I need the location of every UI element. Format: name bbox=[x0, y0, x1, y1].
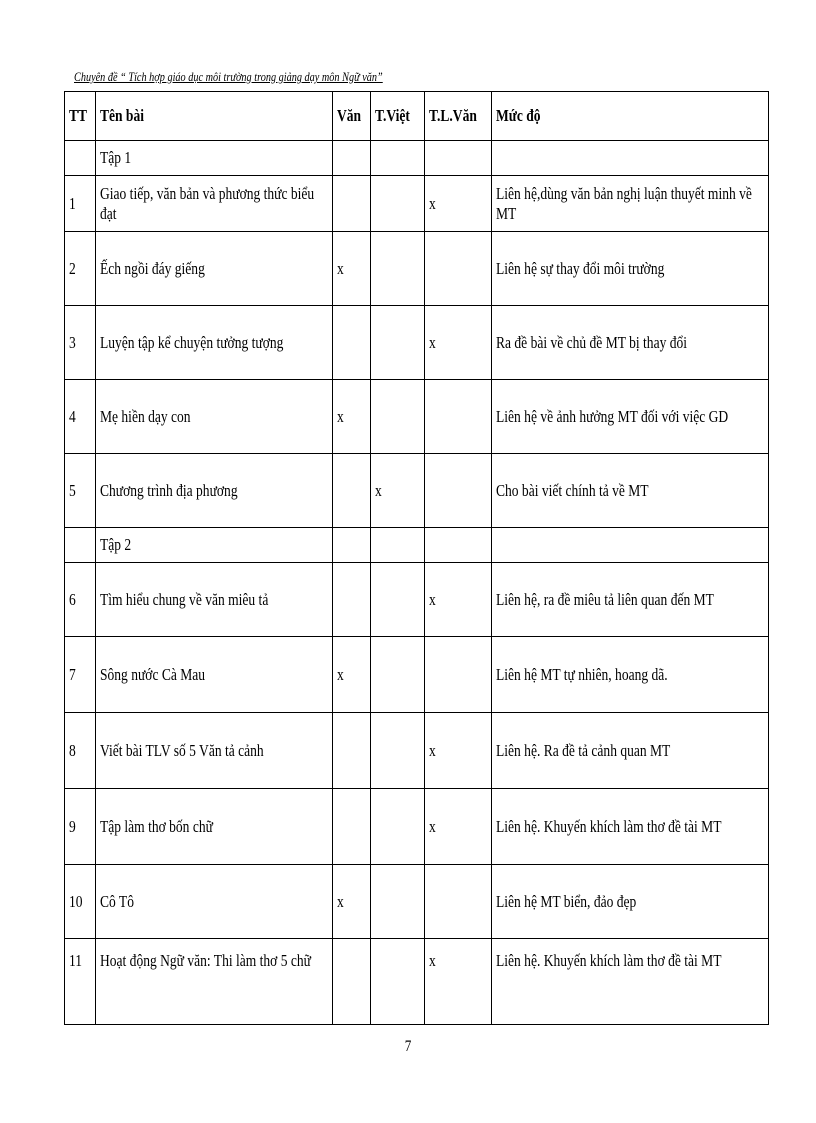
header-tlvan: T.L.Văn bbox=[425, 92, 492, 141]
header-van: Văn bbox=[333, 92, 371, 141]
header-muc-do: Mức độ bbox=[492, 92, 769, 141]
table-row: 3 Luyện tập kể chuyện tưởng tượng x Ra đề bài về chủ đề MT bị thay đổi bbox=[65, 306, 769, 380]
header-tviet: T.Việt bbox=[371, 92, 425, 141]
section-row-tap1 bbox=[65, 141, 769, 176]
table-row: 11 Hoạt động Ngữ văn: Thi làm thơ 5 chữ x Liên hệ. Khuyến khích làm thơ đề tài MT bbox=[65, 939, 769, 1025]
table-row: 1 Giao tiếp, văn bản và phương thức biểu đạt x Liên hệ,dùng văn bản nghị luận thuyết minh về MT bbox=[65, 176, 769, 232]
table-header-row bbox=[65, 92, 769, 141]
table-row: 7 Sông nước Cà Mau x Liên hệ MT tự nhiên, hoang dã. bbox=[65, 637, 769, 713]
document-header-note: Chuyên đề “ Tích hợp giáo dục môi trường trong giảng dạy môn Ngữ văn” bbox=[74, 70, 383, 84]
table-row: 9 Tập làm thơ bốn chữ x Liên hệ. Khuyến khích làm thơ đề tài MT bbox=[65, 789, 769, 865]
table-row: 10 Cô Tô x Liên hệ MT biển, đảo đẹp bbox=[65, 865, 769, 939]
page-number: 7 bbox=[404, 1038, 412, 1055]
table-row: 6 Tìm hiểu chung về văn miêu tả x Liên hệ, ra đề miêu tả liên quan đến MT bbox=[65, 563, 769, 637]
header-tt: TT bbox=[65, 92, 96, 141]
table-row: 2 Ếch ngồi đáy giếng x Liên hệ sự thay đổi môi trường bbox=[65, 232, 769, 306]
lesson-table bbox=[64, 91, 769, 1025]
header-ten-bai: Tên bài bbox=[96, 92, 333, 141]
table-row: 5 Chương trình địa phương x Cho bài viết chính tả về MT bbox=[65, 454, 769, 528]
section-row-tap2 bbox=[65, 528, 769, 563]
section-label: Tập 2 bbox=[100, 535, 132, 554]
table-row: 4 Mẹ hiền dạy con x Liên hệ về ảnh hưởng MT đối với việc GD bbox=[65, 380, 769, 454]
table-row: 8 Viết bài TLV số 5 Văn tả cảnh x Liên hệ. Ra đề tả cảnh quan MT bbox=[65, 713, 769, 789]
section-label: Tập 1 bbox=[100, 148, 132, 167]
